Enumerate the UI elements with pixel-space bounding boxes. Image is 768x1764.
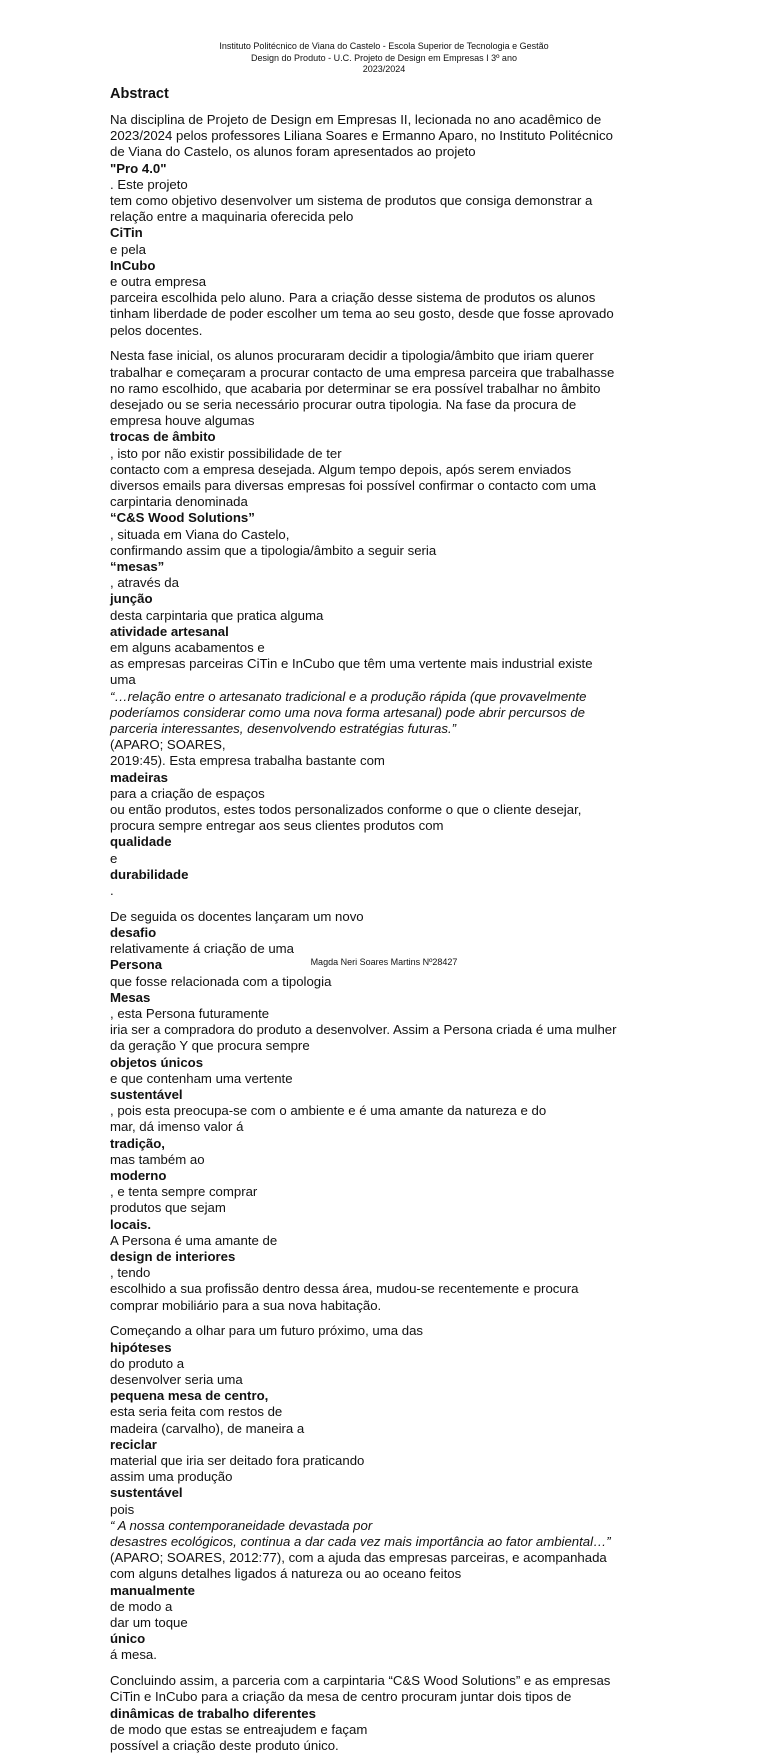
abstract-body xyxy=(110,112,665,1764)
text-run: que fosse relacionada com a tipologia xyxy=(110,973,332,989)
bold-text: sustentável xyxy=(110,1086,183,1102)
text-run: e outra empresa xyxy=(110,274,207,290)
text-run: (APARO; SOARES, 2012:77), com a ajuda das empresas parceiras, e acompanhada xyxy=(110,1550,607,1566)
text-line xyxy=(110,753,665,802)
paragraph xyxy=(110,348,665,899)
text-run: mas também ao xyxy=(110,1151,205,1167)
text-run: uma xyxy=(110,672,136,688)
bold-text: hipóteses xyxy=(110,1339,172,1355)
text-run: desejado ou se seria necessário procurar outra tipologia. Na fase da procura de xyxy=(110,396,577,412)
text-line xyxy=(110,365,665,381)
text-run: 2019:45). Esta empresa trabalha bastante com xyxy=(110,753,385,769)
bold-text: design de interiores xyxy=(110,1249,236,1265)
text-line xyxy=(110,381,665,397)
text-run: relação entre a maquinaria oferecida pelo xyxy=(110,209,354,225)
text-line xyxy=(110,144,665,193)
text-line xyxy=(110,478,665,494)
author-footer: Magda Neri Soares Martins Nº28427 xyxy=(310,957,458,967)
text-line xyxy=(110,1421,665,1470)
text-run: confirmando assim que a tipologia/âmbito a seguir seria xyxy=(110,542,437,558)
text-run: , através da xyxy=(110,575,179,591)
text-run: pelos docentes. xyxy=(110,322,203,338)
text-run: Nesta fase inicial, os alunos procuraram decidir a tipologia/âmbito que iriam querer xyxy=(110,348,594,364)
text-run: empresa houve algumas xyxy=(110,413,255,429)
text-line xyxy=(110,1738,665,1754)
text-line xyxy=(110,1706,665,1738)
text-run: 2023/2024 pelos professores Liliana Soares e Ermanno Aparo, no Instituto Politécnico xyxy=(110,128,613,144)
text-run: A Persona é uma amante de xyxy=(110,1232,278,1248)
text-run: desenvolver seria uma xyxy=(110,1371,243,1387)
text-run: do produto a xyxy=(110,1355,185,1371)
text-run: assim uma produção xyxy=(110,1469,233,1485)
text-run: e pela xyxy=(110,241,146,257)
text-run: Na disciplina de Projeto de Design em Empresas II, lecionada no ano acadêmico de xyxy=(110,112,602,127)
bold-text: atividade artesanal xyxy=(110,623,229,639)
text-run: parceira escolhida pelo aluno. Para a criação desse sistema de produtos os alunos xyxy=(110,290,596,306)
document-header xyxy=(0,41,768,76)
bold-text: Persona xyxy=(110,957,163,973)
text-run: desta carpintaria que pratica alguma xyxy=(110,607,324,623)
text-run: da geração Y que procura sempre xyxy=(110,1038,310,1054)
text-run: Concluindo assim, a parceria com a carpintaria “C&S Wood Solutions” e as empresas xyxy=(110,1673,611,1689)
text-line xyxy=(110,1087,665,1119)
bold-text: “C&S Wood Solutions” xyxy=(110,510,255,526)
text-line xyxy=(110,818,665,899)
text-line xyxy=(110,1534,665,1550)
text-line xyxy=(110,1323,665,1372)
text-run: CiTin e InCubo para a criação da mesa de centro procuram juntar dois tipos de xyxy=(110,1689,572,1705)
text-run: procura sempre entregar aos seus clientes produtos com xyxy=(110,818,444,834)
text-line xyxy=(110,1673,665,1689)
text-line xyxy=(110,1200,665,1281)
text-line xyxy=(110,1298,665,1314)
text-run: com alguns detalhes ligados á natureza ou ao oceano feitos xyxy=(110,1566,462,1582)
text-run: no ramo escolhido, que acabaria por determinar se era possível trabalhar no âmbito xyxy=(110,380,601,396)
text-run: diversos emails para diversas empresas foi possível confirmar o contacto com uma xyxy=(110,477,596,493)
italic-text: parceria interessantes, desenvolvendo estratégias futuras.” xyxy=(110,721,456,737)
text-run: de Viana do Castelo, os alunos foram apresentados ao projeto xyxy=(110,144,476,160)
italic-text: “…relação entre o artesanato tradicional e a produção rápida (que provavelmente xyxy=(110,688,587,704)
text-line xyxy=(110,1615,665,1664)
bold-text: sustentável xyxy=(110,1485,183,1501)
paragraph xyxy=(110,909,665,1314)
text-run: as empresas parceiras CiTin e InCubo que têm uma vertente mais industrial existe xyxy=(110,656,593,672)
text-line xyxy=(110,193,665,209)
text-line xyxy=(110,656,665,672)
text-line xyxy=(110,1038,665,1087)
bold-text: tradição, xyxy=(110,1135,165,1151)
text-run: esta seria feita com restos de xyxy=(110,1404,283,1420)
text-run: de modo que estas se entreajudem e façam xyxy=(110,1721,368,1737)
text-run: , isto por não existir possibilidade de ter xyxy=(110,445,342,461)
bold-text: Mesas xyxy=(110,989,151,1005)
text-run: pois xyxy=(110,1501,135,1517)
text-run: em alguns acabamentos e xyxy=(110,640,265,655)
italic-text: desastres ecológicos, continua a dar cada vez mais importância ao fator ambiental…” xyxy=(110,1533,611,1549)
bold-text: InCubo xyxy=(110,257,156,273)
bold-text: trocas de âmbito xyxy=(110,429,216,445)
text-line xyxy=(110,909,665,958)
text-run: (APARO; SOARES, xyxy=(110,737,226,753)
bold-text: "Pro 4.0" xyxy=(110,160,167,176)
text-line xyxy=(110,1550,665,1566)
text-run: dar um toque xyxy=(110,1614,188,1630)
header-course: Design do Produto - U.C. Projeto de Design em Empresas I 3º ano xyxy=(251,52,517,63)
bold-text: único xyxy=(110,1631,146,1647)
paragraph xyxy=(110,1673,665,1754)
section-title: Abstract xyxy=(110,86,169,102)
text-line xyxy=(110,462,665,478)
text-run: á mesa. xyxy=(110,1647,157,1663)
header-institution: Instituto Politécnico de Viana do Castelo - Escola Superior de Tecnologia e Gestão xyxy=(219,41,549,51)
text-run: tinham liberdade de poder escolher um tema ao seu gosto, desde que fosse aprovado xyxy=(110,306,614,322)
text-run: . Este projeto xyxy=(110,176,188,192)
header-year: 2023/2024 xyxy=(362,64,406,74)
text-run: e xyxy=(110,850,118,866)
text-run: , situada em Viana do Castelo, xyxy=(110,526,290,542)
text-line xyxy=(110,1469,665,1534)
text-run: tem como objetivo desenvolver um sistema de produtos que consiga demonstrar a xyxy=(110,193,593,209)
bold-text: objetos únicos xyxy=(110,1054,204,1070)
text-run: de modo a xyxy=(110,1598,173,1614)
text-line xyxy=(110,802,665,818)
text-line xyxy=(110,323,665,339)
text-run: Começando a olhar para um futuro próximo, uma das xyxy=(110,1323,423,1339)
text-run: material que iria ser deitado fora praticando xyxy=(110,1452,365,1468)
text-run: para a criação de espaços xyxy=(110,785,265,801)
text-run: . xyxy=(110,883,114,899)
text-run: trabalhar e começaram a procurar contacto de uma empresa parceira que trabalhasse xyxy=(110,364,615,380)
text-run: contacto com a empresa desejada. Algum tempo depois, após serem enviados xyxy=(110,461,572,477)
text-line xyxy=(110,209,665,290)
text-run: carpintaria denominada xyxy=(110,494,248,510)
bold-text: desafio xyxy=(110,924,157,940)
text-line xyxy=(110,1689,665,1705)
bold-text: junção xyxy=(110,591,153,607)
text-line xyxy=(110,1022,665,1038)
text-run: , esta Persona futuramente xyxy=(110,1005,270,1021)
text-line xyxy=(110,1281,665,1297)
text-run: ou então produtos, estes todos personalizados conforme o que o cliente desejar, xyxy=(110,802,582,818)
text-line xyxy=(110,290,665,306)
text-line xyxy=(110,543,665,608)
bold-text: dinâmicas de trabalho diferentes xyxy=(110,1705,316,1721)
bold-text: “mesas” xyxy=(110,558,165,574)
text-line xyxy=(110,957,665,1022)
italic-text: “ A nossa contemporaneidade devastada por xyxy=(110,1517,373,1533)
text-run: madeira (carvalho), de maneira a xyxy=(110,1420,305,1436)
text-run: produtos que sejam xyxy=(110,1200,226,1216)
text-line xyxy=(110,413,665,462)
text-run: De seguida os docentes lançaram um novo xyxy=(110,908,364,924)
bold-text: CiTin xyxy=(110,225,143,241)
text-line xyxy=(110,1119,665,1200)
text-run: mar, dá imenso valor á xyxy=(110,1119,244,1135)
text-line xyxy=(110,1372,665,1421)
text-line xyxy=(110,306,665,322)
text-line xyxy=(110,705,665,721)
text-line xyxy=(110,1566,665,1615)
text-run: , e tenta sempre comprar xyxy=(110,1184,258,1200)
bold-text: qualidade xyxy=(110,834,172,850)
bold-text: locais. xyxy=(110,1216,152,1232)
text-run: possível a criação deste produto único. xyxy=(110,1737,339,1753)
bold-text: durabilidade xyxy=(110,866,189,882)
text-line xyxy=(110,608,665,657)
bold-text: manualmente xyxy=(110,1582,196,1598)
text-run: relativamente á criação de uma xyxy=(110,941,294,957)
italic-text: poderíamos considerar como uma nova forma artesanal) pode abrir percursos de xyxy=(110,704,585,720)
text-line xyxy=(110,348,665,364)
bold-text: moderno xyxy=(110,1168,167,1183)
bold-text: madeiras xyxy=(110,769,168,785)
paragraph xyxy=(110,1323,665,1663)
text-run: escolhido a sua profissão dentro dessa área, mudou-se recentemente e procura xyxy=(110,1281,579,1297)
text-run: , tendo xyxy=(110,1265,151,1281)
text-line xyxy=(110,112,665,128)
text-line xyxy=(110,672,665,704)
text-run: iria ser a compradora do produto a desenvolver. Assim a Persona criada é uma mulher xyxy=(110,1022,617,1038)
text-line xyxy=(110,721,665,753)
bold-text: pequena mesa de centro, xyxy=(110,1388,269,1404)
text-line xyxy=(110,494,665,543)
text-run: , pois esta preocupa-se com o ambiente e é uma amante da natureza e do xyxy=(110,1103,547,1119)
text-line xyxy=(110,397,665,413)
paragraph xyxy=(110,112,665,339)
bold-text: reciclar xyxy=(110,1436,157,1452)
text-line xyxy=(110,128,665,144)
text-run: comprar mobiliário para a sua nova habitação. xyxy=(110,1297,382,1313)
text-run: e que contenham uma vertente xyxy=(110,1070,293,1086)
